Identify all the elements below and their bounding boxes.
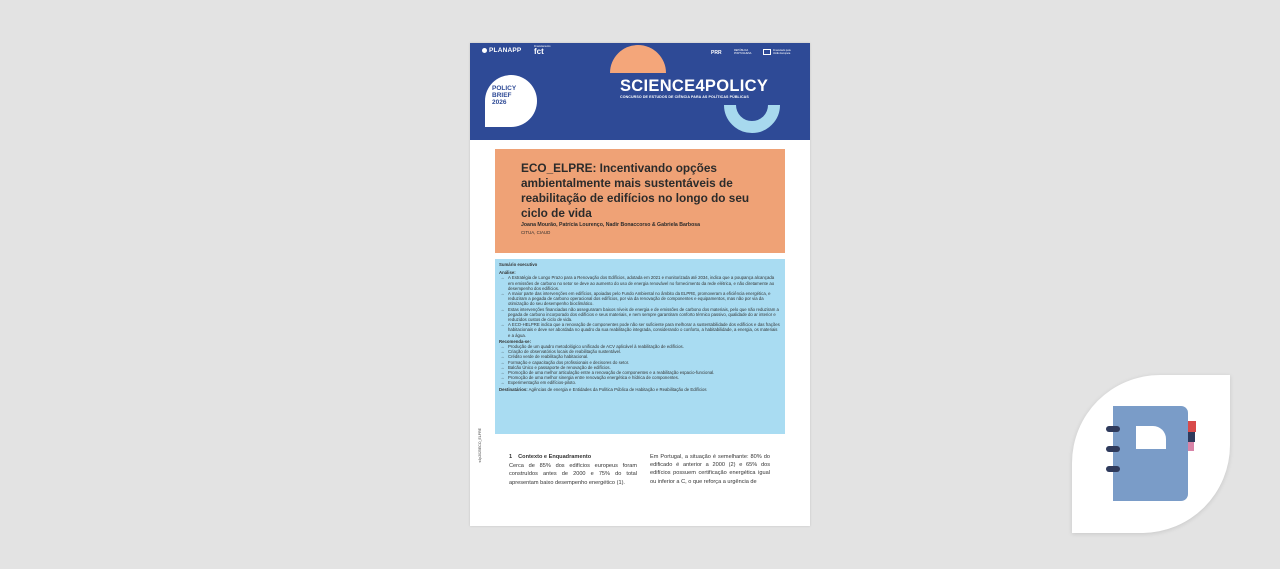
blue-arc-decoration [724,105,780,133]
arrow-icon: → [500,354,505,360]
notebook-icon-tab [1136,426,1166,449]
list-item: → Experimentação em edifícios-piloto. [500,380,577,386]
notebook-ring-icon [1106,426,1120,432]
arrow-icon: → [500,375,505,381]
list-item: → Balcão Único e passaporte de renovação de edifícios. [500,364,611,370]
list-item: → A maior parte das intervenções em edifícios, apoiadas pelo Fundo Ambiental no âmbito da ELPRE, promoveram a eficiência energética, e reduziram a pegada de carbono operacional dos edifícios, por via da renovação de componentes e equipamentos, mas não por via da otimização do seu desempenho bioclimático. [500,291,771,307]
list-item: → Crédito verde de reabilitação habitacional. [500,354,589,360]
list-item: → Promoção de uma melhor articulação entre a renovação de componentes e a reabilitação espacio-funcional. [500,370,715,376]
body-column-2 [650,453,770,486]
brief-title-box [495,149,785,253]
summary-heading: Sumário executivo [499,262,538,267]
brief-affiliation: CITUA, CIAUD [521,230,551,235]
analysis-label: Análise: [499,270,516,276]
policy-brief-label: POLICY BRIEF 2026 [492,85,517,106]
recipients-line: Destinatários: Agências de energia e Entidades da Política Pública de Habitação e Reabilitação de Edifícios [499,386,707,392]
brief-authors: Joana Mourão, Patrícia Lourenço, Nadir Bonaccorso & Gabriela Barbosa [521,222,701,228]
body-paragraph: Em Portugal, a situação é semelhante: 80% do edificado é anterior a 2000 (2) e 65% dos edifícios possuem certificação energética igual ou inferior a C, o que reforça a urgência de [650,454,770,485]
body-paragraph: Cerca de 85% dos edifícios europeus foram construídos antes de 2000 e 75% do total apresentam baixo desempenho energético (1). [509,463,637,486]
science4policy-subtitle: CONCURSO DE ESTUDOS DE CIÊNCIA PARA AS POLÍTICAS PÚBLICAS [620,95,749,99]
arrow-icon: → [500,275,505,281]
arrow-icon: → [500,344,505,350]
arrow-icon: → [500,291,505,297]
bookmark-tab-red [1188,421,1196,432]
body-column-1 [509,453,637,487]
section-heading: 1 Contexto e Enquadramento [509,454,592,460]
bookmark-tab-pink [1188,442,1194,451]
analysis-list [499,275,781,337]
arrow-icon: → [500,322,505,328]
list-item: → Estas intervenções financiadas não asseguraram baixos níveis de energia e de emissões de carbono dos materiais, pelo que não reduziram a pegada de carbono incorporado dos edifícios e seus materiais, e nem sempre garantiram conforto térmico passivo, qualidade do ar interior e reduzidos custos de ciclo de vida. [500,306,779,323]
arrow-icon: → [500,306,505,312]
policy-brief-page [470,43,810,526]
arrow-icon: → [500,359,505,365]
republica-portuguesa-logo: REPÚBLICA PORTUGUESA [734,49,752,55]
arrow-icon: → [500,370,505,376]
executive-summary-box [495,259,785,434]
list-item: → A ECO-HELPRE indica que a renovação de componentes pode não ser suficiente para melhorar a sustentabilidade dos edifícios e das frações habitacionais e deve ser abordada no quadro da sua reabilitação integrada, considerando o conforto, a habitabilidade, a energia, os materiais e a água. [500,322,780,338]
orange-semicircle-decoration [610,45,666,73]
list-item: → Formação e capacitação dos profissionais e decisores do setor. [500,359,630,365]
recommendations-list [499,344,781,386]
science4policy-title: SCIENCE4POLICY [620,77,769,95]
notebook-ring-icon [1106,446,1120,452]
eu-funding-text: Financiado pela União Europeia [773,49,791,55]
list-item: → Criação de observatórios locais de reabilitação sustentável. [500,349,622,355]
planapp-logo: PLANAPP [482,47,521,54]
fct-logo: Financiamento fct [534,45,551,56]
header-band [470,43,810,140]
document-id: s4p2025ECO_ELPRE [478,428,482,463]
arrow-icon: → [500,380,505,386]
eu-flag-icon [763,49,771,55]
bookmark-tab-navy [1188,432,1195,442]
list-item: → Produção de um quadro metodológico unificado de ACV aplicável à reabilitação de edifícios. [500,344,684,350]
list-item: → Promoção de uma melhor sinergia entre renovação energética e hídrica de componentes. [500,375,680,381]
arrow-icon: → [500,364,505,370]
notebook-icon [1113,406,1188,501]
arrow-icon: → [500,349,505,355]
prr-logo: PRR [711,50,722,56]
notebook-ring-icon [1106,466,1120,472]
brief-title: ECO_ELPRE: Incentivando opções ambientalmente mais sustentáveis de reabilitação de edifícios no longo do seu ciclo de vida [521,161,750,220]
list-item: → A Estratégia de Longo Prazo para a Renovação dos Edifícios, adotada em 2021 e monitorizada até 2034, indica que a poupança alcançada em emissões de carbono no setor se deve ao aumento do uso de energia renovável no fornecimento da rede elétrica, e não diretamente ao desempenho dos edifícios. [500,275,775,291]
recommendations-label: Recomenda-se: [499,338,531,344]
